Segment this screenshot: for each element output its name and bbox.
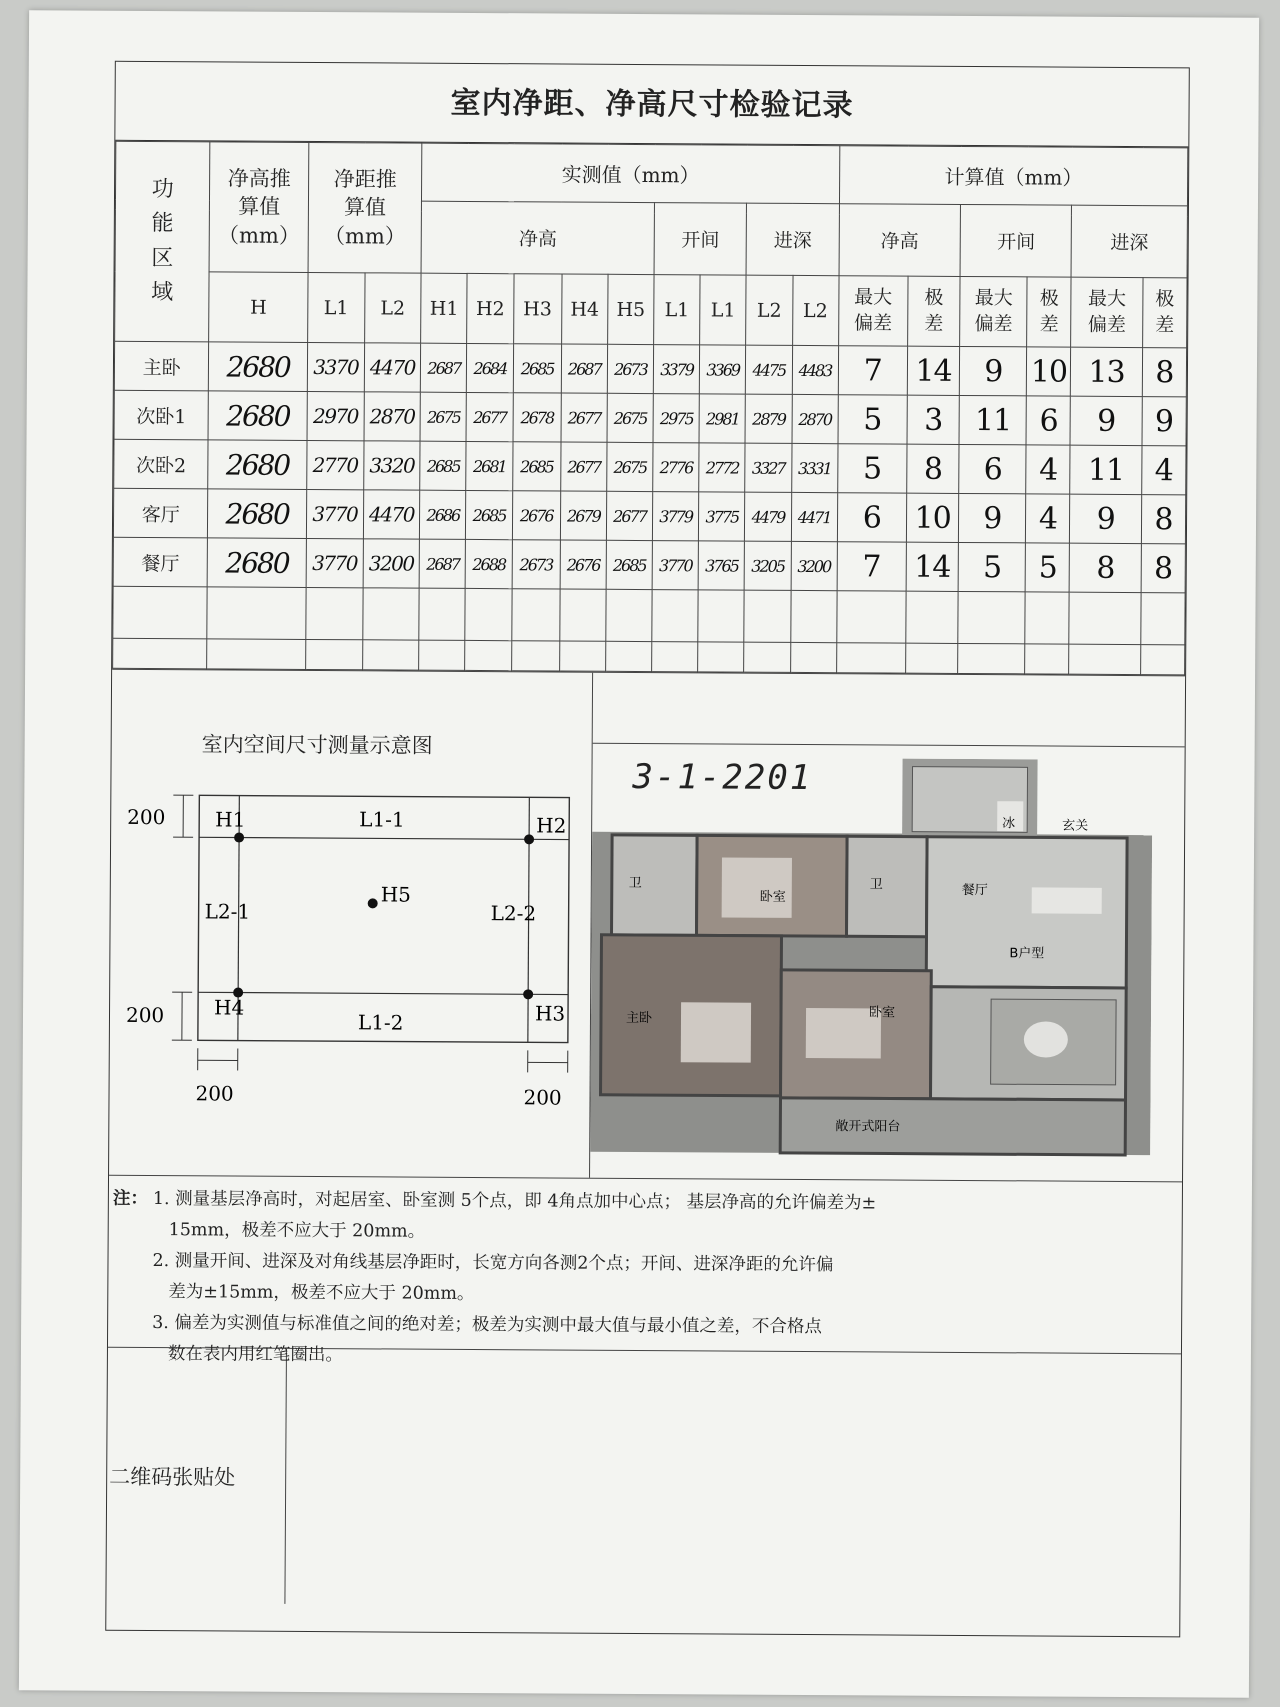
label-l1-2: L1-2 <box>357 1010 404 1035</box>
qr-label: 二维码张贴处 <box>106 1348 287 1604</box>
note-1b: 15mm，极差不应大于 20mm。 <box>168 1220 426 1242</box>
label-h4: H4 <box>213 995 245 1020</box>
cell-jmax: 9 <box>1070 396 1142 445</box>
qr-paste-area <box>285 1349 1181 1609</box>
cell-ml2b: 4483 <box>792 345 838 394</box>
cell-ml1a: 3379 <box>653 345 699 394</box>
room-zhuwo: 主卧 <box>625 1010 653 1027</box>
inspection-form <box>105 61 1190 1638</box>
col-k-max: 最大 偏差 <box>960 276 1028 346</box>
cell-hmax: 6 <box>837 493 907 542</box>
notes-section <box>108 1175 1182 1366</box>
note-3a: 3. 偏差为实测值与标准值之间的绝对差；极差为实测中最大值与最小值之差，不合格点 <box>152 1313 822 1338</box>
cell-h4: 2677 <box>561 393 607 442</box>
label-h1: H1 <box>215 807 246 832</box>
col-h1: H1 <box>421 273 468 343</box>
cell-hmax: 5 <box>838 395 908 444</box>
cell-h1: 2686 <box>420 490 466 539</box>
form-title: 室内净距、净高尺寸检验记录 <box>115 62 1188 148</box>
cell-jmax: 11 <box>1070 445 1142 494</box>
cell-kmax: 9 <box>960 346 1027 395</box>
cell-l1: 2770 <box>307 440 364 489</box>
measurement-schematic <box>109 670 593 1178</box>
notes-prefix: 注： <box>112 1188 148 1210</box>
col-ml2b: L2 <box>792 275 839 345</box>
note-1a: 1. 测量基层净高时，对起居室、卧室测 5个点，即 4角点加中心点； 基层净高的允许偏差为± <box>152 1189 877 1214</box>
cell-jrange: 8 <box>1141 544 1186 593</box>
cell-ml1a: 2776 <box>653 443 699 492</box>
col-h: H <box>209 272 308 343</box>
measurement-table <box>112 141 1188 676</box>
note-2b: 差为±15mm，极差不应大于 20mm。 <box>168 1282 475 1305</box>
cell-h5: 2677 <box>606 491 652 540</box>
cell-krange: 10 <box>1027 347 1071 396</box>
cell-ml1a: 2975 <box>653 394 699 443</box>
cell-l2: 2870 <box>364 392 421 441</box>
header-area: 功 能 区 域 <box>115 141 211 342</box>
cell-ml2b: 3200 <box>791 541 837 590</box>
note-2a: 2. 测量开间、进深及对角线基层净距时，长宽方向各测2个点；开间、进深净距的允许偏 <box>152 1251 834 1276</box>
col-h-range: 极 差 <box>907 276 960 346</box>
cell-h1: 2675 <box>420 392 466 441</box>
col-ml1a: L1 <box>654 275 701 345</box>
room-canting: 餐厅 <box>961 882 988 899</box>
cell-h2: 2685 <box>466 490 512 539</box>
cell-hmax: 7 <box>837 542 907 591</box>
cell-h3: 2685 <box>512 442 561 491</box>
cell-ml2b: 2870 <box>792 394 838 443</box>
cell-h4: 2679 <box>560 491 606 540</box>
floorplan-image <box>590 757 1153 1180</box>
cell-jrange: 8 <box>1142 348 1187 397</box>
header-calc-jinggao: 净高 <box>839 204 961 277</box>
cell-ml1b: 3765 <box>698 541 744 590</box>
room-woshi: 卧室 <box>759 889 786 905</box>
cell-h2: 2684 <box>467 343 513 392</box>
cell-ml1a: 3779 <box>652 492 698 541</box>
table-row <box>113 488 1185 544</box>
cell-h3: 2685 <box>513 344 562 393</box>
col-ml2a: L2 <box>746 275 793 345</box>
label-h2: H2 <box>536 813 567 838</box>
cell-krange: 5 <box>1026 543 1070 592</box>
cell-l1: 3370 <box>307 342 364 391</box>
cell-hrange: 10 <box>906 493 959 542</box>
cell-hrange: 14 <box>906 542 959 591</box>
cell-kmax: 6 <box>959 444 1026 493</box>
cell-h4: 2677 <box>561 442 607 491</box>
cell-kmax: 9 <box>959 493 1026 542</box>
cell-l1: 3770 <box>306 538 363 587</box>
col-ml1b: L1 <box>700 275 747 345</box>
cell-ml1a: 3770 <box>652 541 698 590</box>
cell-ml1b: 2981 <box>699 394 745 443</box>
cell-hmax: 5 <box>837 444 907 493</box>
cell-ml2a: 4475 <box>746 345 792 394</box>
header-measured-kaijian: 开间 <box>654 203 747 276</box>
room-name: 次卧2 <box>114 439 209 489</box>
cell-ml2a: 3327 <box>745 443 791 492</box>
room-woshi-2: 卧室 <box>868 1005 896 1021</box>
col-h5: H5 <box>608 274 655 344</box>
cell-ml2b: 4471 <box>791 492 837 541</box>
cell-h2: 2688 <box>466 539 512 588</box>
col-h4: H4 <box>561 274 608 344</box>
cell-jrange: 4 <box>1141 446 1186 495</box>
paper-sheet <box>19 10 1259 1697</box>
room-wei-2: 卫 <box>869 877 883 893</box>
room-name: 餐厅 <box>113 537 208 587</box>
cell-l2: 3200 <box>363 539 420 588</box>
header-height-est: 净高推 算值 （mm） <box>209 142 308 273</box>
cell-hrange: 8 <box>907 444 960 493</box>
cell-ml2a: 4479 <box>745 492 791 541</box>
cell-h3: 2678 <box>513 393 562 442</box>
header-calculated: 计算值（mm） <box>839 146 1188 206</box>
schematic-title: 室内空间尺寸测量示意图 <box>201 732 433 758</box>
label-h5: H5 <box>380 882 411 907</box>
room-yangtai: 敞开式阳台 <box>835 1119 901 1135</box>
cell-l2: 4470 <box>363 490 420 539</box>
schematic-drawing <box>109 670 592 1178</box>
cell-jrange: 9 <box>1142 397 1187 446</box>
cell-jmax: 13 <box>1071 347 1143 396</box>
cell-h5: 2685 <box>606 540 652 589</box>
col-l2: L2 <box>364 273 421 343</box>
cell-krange: 4 <box>1026 494 1070 543</box>
dim-bottom-200: 200 <box>125 1002 165 1028</box>
header-calc-jinshen: 进深 <box>1072 205 1188 278</box>
cell-h5: 2675 <box>607 442 653 491</box>
table-row <box>114 439 1186 495</box>
table-row <box>114 390 1186 446</box>
col-k-range: 极 差 <box>1027 277 1071 347</box>
note-3b: 数在表内用红笔圈出。 <box>167 1344 343 1366</box>
room-xuanguan: 玄关 <box>1062 818 1089 834</box>
cell-h4: 2676 <box>560 540 606 589</box>
label-l2-1: L2-1 <box>204 899 251 924</box>
room-bing: 冰 <box>1002 816 1016 832</box>
cell-h: 2680 <box>208 391 307 441</box>
cell-h5: 2673 <box>607 344 653 393</box>
col-h-max: 最大 偏差 <box>838 276 908 346</box>
cell-kmax: 11 <box>959 395 1026 444</box>
qr-section <box>106 1347 1181 1610</box>
header-measured: 实测值（mm） <box>422 143 840 204</box>
cell-h: 2680 <box>208 440 307 490</box>
col-l1: L1 <box>308 272 365 342</box>
cell-h2: 2677 <box>466 392 512 441</box>
cell-l1: 3770 <box>306 489 363 538</box>
cell-krange: 6 <box>1026 396 1070 445</box>
cell-ml1b: 2772 <box>699 443 745 492</box>
table-row <box>114 341 1186 397</box>
header-calc-kaijian: 开间 <box>960 204 1072 277</box>
cell-h2: 2681 <box>466 441 512 490</box>
cell-jmax: 9 <box>1070 494 1142 543</box>
cell-h1: 2687 <box>421 343 467 392</box>
unit-code-handwritten: 3-1-2201 <box>632 756 813 799</box>
table-row-empty <box>113 586 1185 645</box>
table-row <box>113 537 1185 593</box>
room-name: 主卧 <box>114 341 209 391</box>
cell-h3: 2673 <box>512 540 561 589</box>
cell-ml2b: 3331 <box>791 443 837 492</box>
cell-ml2a: 2879 <box>745 394 791 443</box>
cell-l1: 2970 <box>307 391 364 440</box>
cell-krange: 4 <box>1026 445 1070 494</box>
cell-hrange: 14 <box>907 346 960 395</box>
room-huxing: B户型 <box>1009 946 1045 962</box>
label-h3: H3 <box>534 1001 566 1026</box>
room-wei-1: 卫 <box>628 875 642 892</box>
cell-h: 2680 <box>208 489 307 539</box>
col-j-range: 极 差 <box>1142 278 1187 348</box>
cell-h5: 2675 <box>607 393 653 442</box>
cell-jrange: 8 <box>1141 495 1186 544</box>
room-name: 次卧1 <box>114 390 209 440</box>
header-dist-est: 净距推 算值 （mm） <box>308 142 422 273</box>
col-h2: H2 <box>467 273 514 343</box>
floorplan-panel <box>590 673 1185 1182</box>
cell-ml1b: 3369 <box>700 345 746 394</box>
cell-h1: 2685 <box>420 441 466 490</box>
cell-l2: 4470 <box>364 343 421 392</box>
cell-h: 2680 <box>209 342 308 392</box>
cell-ml1b: 3775 <box>699 492 745 541</box>
room-name: 客厅 <box>113 488 208 538</box>
cell-kmax: 5 <box>958 542 1025 591</box>
cell-hrange: 3 <box>907 395 960 444</box>
label-l2-2: L2-2 <box>490 901 537 926</box>
cell-h1: 2687 <box>419 539 465 588</box>
diagram-section <box>109 669 1185 1182</box>
dim-right-200: 200 <box>523 1085 562 1110</box>
cell-h4: 2687 <box>561 344 607 393</box>
cell-h3: 2676 <box>512 491 561 540</box>
cell-hmax: 7 <box>838 346 908 395</box>
cell-l2: 3320 <box>363 441 420 490</box>
header-measured-jinggao: 净高 <box>421 201 654 274</box>
header-measured-jinshen: 进深 <box>746 203 839 276</box>
cell-jmax: 8 <box>1070 543 1142 592</box>
dim-top-200: 200 <box>127 804 166 830</box>
col-h3: H3 <box>513 274 562 344</box>
dim-left-200: 200 <box>195 1081 234 1106</box>
col-j-max: 最大 偏差 <box>1071 277 1143 347</box>
cell-ml2a: 3205 <box>744 541 790 590</box>
label-l1-1: L1-1 <box>359 807 405 832</box>
cell-h: 2680 <box>208 538 307 588</box>
